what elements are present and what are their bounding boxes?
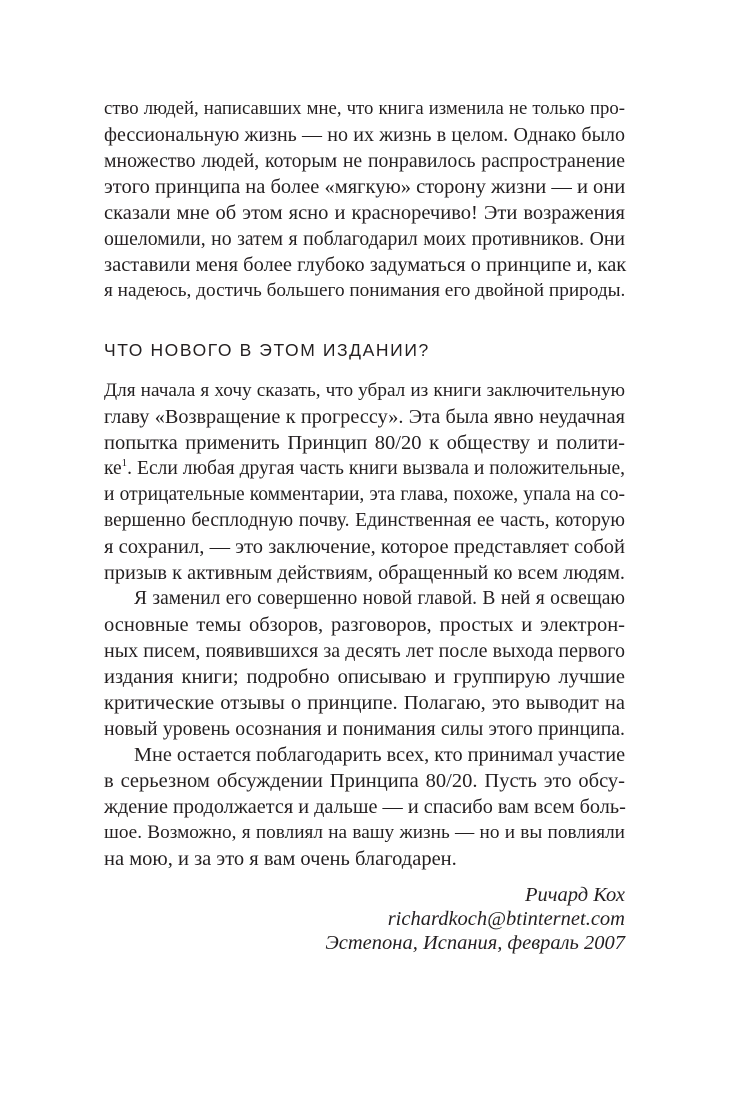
paragraph-line: шое. Возможно, я повлиял на вашу жизнь — но и вы повлияли <box>104 822 625 843</box>
paragraph-line: в серьезном обсуждении Принципа 80/20. Пусть это обсу- <box>104 770 625 792</box>
paragraph-line: я сохранил, — это заключение, которое представляет собой <box>104 536 625 558</box>
paragraph-line: новый уровень осознания и понимания силы этого принципа. <box>104 718 625 740</box>
paragraph-line: вершенно бесплодную почву. Единственная ее часть, которую <box>104 510 625 531</box>
intro-line: сказали мне об этом ясно и красноречиво! Эти возражения <box>104 202 625 224</box>
paragraph-line: критические отзывы о принципе. Полагаю, это выводит на <box>104 692 625 714</box>
intro-line: этого принципа на более «мягкую» сторону жизни — и они <box>104 176 626 198</box>
intro-line: я надеюсь, достичь большего понимания его двойной природы. <box>104 280 626 301</box>
paragraph-line: Для начала я хочу сказать, что убрал из книги заключительную <box>104 380 625 401</box>
paragraph-line: издания книги; подробно описываю и группирую лучшие <box>104 666 625 688</box>
intro-line: заставили меня более глубоко задуматься о принципе и, как <box>104 254 627 276</box>
paragraph-line: ждение продолжается и дальше — и спасибо вам всем боль- <box>104 796 626 818</box>
signature-email: richardkoch@btinternet.com <box>387 908 625 930</box>
paragraph-line: призыв к активным действиям, обращенный ко всем людям. <box>104 562 625 584</box>
intro-line: множество людей, которым не понравилось распространение <box>104 150 625 172</box>
paragraph-line: Я заменил его совершенно новой главой. В ней я освещаю <box>134 588 625 609</box>
paragraph-line: попытка применить Принцип 80/20 к обществу и полити- <box>104 432 625 454</box>
paragraph-line: Мне остается поблагодарить всех, кто принимал участие <box>134 744 626 766</box>
paragraph-line: и отрицательные комментарии, эта глава, похоже, упала на со- <box>104 484 625 505</box>
paragraph-text: ке <box>104 458 122 479</box>
signature-place-date: Эстепона, Испания, февраль 2007 <box>325 932 625 954</box>
paragraph-line <box>104 456 625 482</box>
intro-line: фессиональную жизнь — но их жизнь в целом. Однако было <box>104 124 625 146</box>
paragraph-line: главу «Возвращение к прогрессу». Эта была явно неудачная <box>104 406 625 428</box>
signature-author: Ричард Кох <box>524 884 625 906</box>
section-heading: ЧТО НОВОГО В ЭТОМ ИЗДАНИИ? <box>104 340 430 360</box>
footnote-marker: 1 <box>121 457 128 469</box>
intro-line: ошеломили, но затем я поблагодарил моих противников. Они <box>104 228 625 250</box>
paragraph-line: основные темы обзоров, разговоров, простых и электрон- <box>104 614 625 636</box>
paragraph-line: на мою, и за это я вам очень благодарен. <box>104 848 457 870</box>
paragraph-text: . Если любая другая часть книги вызвала и положительные, <box>127 458 625 479</box>
paragraph-line: ных писем, появившихся за десять лет после выхода первого <box>104 640 625 662</box>
intro-line: ство людей, написавших мне, что книга изменила не только про- <box>104 98 625 119</box>
